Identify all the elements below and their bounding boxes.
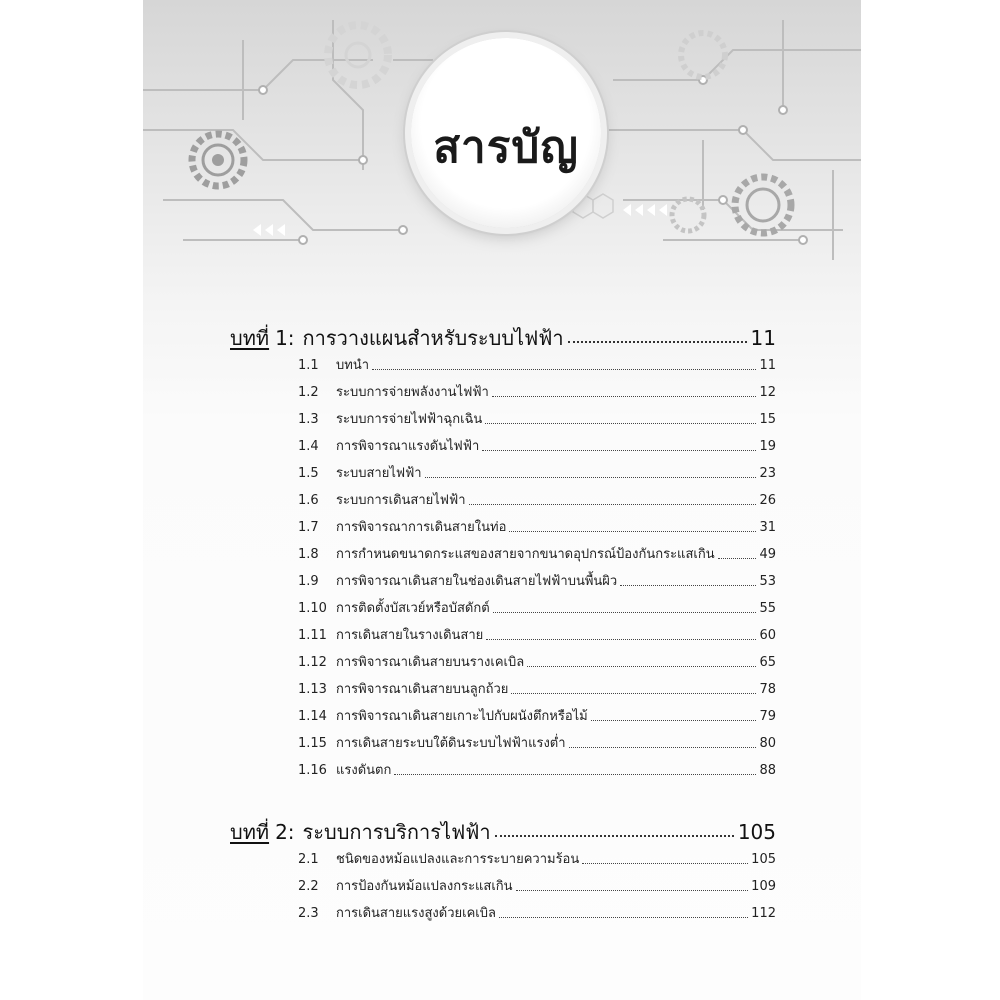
dot-leader <box>394 774 756 775</box>
entry-page-number: 23 <box>759 466 776 481</box>
entry-number: 1.16 <box>298 763 327 778</box>
toc-entry[interactable] <box>298 354 776 374</box>
gear-icon <box>735 177 791 233</box>
toc-entry[interactable] <box>298 624 776 644</box>
entry-title: การพิจารณาการเดินสายในท่อ <box>336 520 507 535</box>
chapter-title: ระบบการบริการไฟฟ้า <box>302 820 491 844</box>
entry-page-number: 12 <box>759 385 776 400</box>
entry-number: 1.15 <box>298 736 327 751</box>
entry-title: การพิจารณาแรงดันไฟฟ้า <box>336 439 480 454</box>
gear-icon <box>328 25 388 85</box>
entry-page-number: 26 <box>759 493 776 508</box>
toc-entry[interactable] <box>298 597 776 617</box>
entry-number: 2.3 <box>298 906 319 921</box>
dot-leader <box>718 558 757 559</box>
dot-leader <box>516 890 749 891</box>
dot-leader <box>492 396 757 397</box>
gear-icon <box>672 199 704 231</box>
chapter-page-number: 105 <box>737 820 776 844</box>
entry-page-number: 109 <box>751 879 776 894</box>
entry-number: 1.5 <box>298 466 319 481</box>
dot-leader <box>511 693 756 694</box>
dot-leader <box>482 450 756 451</box>
entry-page-number: 79 <box>759 709 776 724</box>
entry-page-number: 19 <box>759 439 776 454</box>
entry-page-number: 31 <box>759 520 776 535</box>
entry-title: ระบบการจ่ายไฟฟ้าฉุกเฉิน <box>336 412 483 427</box>
dot-leader <box>485 423 756 424</box>
dot-leader <box>582 863 748 864</box>
entry-number: 2.1 <box>298 852 319 867</box>
entry-number: 1.7 <box>298 520 319 535</box>
entry-title: การเดินสายในรางเดินสาย <box>336 628 484 643</box>
entry-title: การเดินสายแรงสูงด้วยเคเบิล <box>336 906 496 921</box>
toc-chapter-1[interactable] <box>230 322 776 348</box>
toc-entry[interactable] <box>298 435 776 455</box>
gear-icon <box>192 134 244 186</box>
gear-icon <box>681 33 725 77</box>
entry-number: 1.1 <box>298 358 319 373</box>
toc-entry[interactable] <box>298 489 776 509</box>
entry-page-number: 55 <box>759 601 776 616</box>
chapter-title: การวางแผนสำหรับระบบไฟฟ้า <box>302 326 564 350</box>
entry-page-number: 53 <box>759 574 776 589</box>
chapter-page-number: 11 <box>750 326 776 350</box>
dot-leader <box>486 639 756 640</box>
entry-title: การพิจารณาเดินสายในช่องเดินสายไฟฟ้าบนพื้นผิว <box>336 574 618 589</box>
toc-entry[interactable] <box>298 732 776 752</box>
entry-number: 1.8 <box>298 547 319 562</box>
document-page <box>143 0 861 1000</box>
entry-number: 1.2 <box>298 385 319 400</box>
toc-entry[interactable] <box>298 651 776 671</box>
entry-page-number: 60 <box>759 628 776 643</box>
entry-page-number: 65 <box>759 655 776 670</box>
entry-number: 1.4 <box>298 439 319 454</box>
entry-number: 1.14 <box>298 709 327 724</box>
entry-title: ระบบการจ่ายพลังงานไฟฟ้า <box>336 385 489 400</box>
entry-number: 1.13 <box>298 682 327 697</box>
entry-number: 2.2 <box>298 879 319 894</box>
dot-leader <box>493 612 757 613</box>
toc-entry[interactable] <box>298 462 776 482</box>
toc-entry[interactable] <box>298 902 776 922</box>
entry-number: 1.3 <box>298 412 319 427</box>
entry-title: การพิจารณาเดินสายเกาะไปกับผนังตึกหรือไม้ <box>336 709 588 724</box>
chapter-number: 1: <box>275 326 295 350</box>
toc-entry[interactable] <box>298 381 776 401</box>
chapter-label: บทที่ <box>230 326 270 350</box>
entry-page-number: 80 <box>759 736 776 751</box>
entry-page-number: 15 <box>759 412 776 427</box>
entry-number: 1.6 <box>298 493 319 508</box>
entry-number: 1.12 <box>298 655 327 670</box>
entry-title: ชนิดของหม้อแปลงและการระบายความร้อน <box>336 852 580 867</box>
entry-title: การป้องกันหม้อแปลงกระแสเกิน <box>336 879 513 894</box>
entry-title: การติดตั้งบัสเวย์หรือบัสดักต์ <box>336 601 490 616</box>
dot-leader <box>499 917 748 918</box>
toc-chapter-2[interactable] <box>230 816 776 842</box>
entry-page-number: 11 <box>759 358 776 373</box>
toc-entry[interactable] <box>298 678 776 698</box>
dot-leader <box>568 341 747 343</box>
toc-entry[interactable] <box>298 516 776 536</box>
dot-leader <box>569 747 757 748</box>
entry-title: บทนำ <box>336 358 370 373</box>
toc-entry[interactable] <box>298 570 776 590</box>
entry-page-number: 49 <box>759 547 776 562</box>
dot-leader <box>495 835 734 837</box>
dot-leader <box>527 666 756 667</box>
entry-title: การเดินสายระบบใต้ดินระบบไฟฟ้าแรงต่ำ <box>336 736 566 751</box>
entry-title: การพิจารณาเดินสายบนรางเคเบิล <box>336 655 525 670</box>
entry-page-number: 78 <box>759 682 776 697</box>
toc-entry[interactable] <box>298 543 776 563</box>
entry-title: การพิจารณาเดินสายบนลูกถ้วย <box>336 682 509 697</box>
entry-number: 1.10 <box>298 601 327 616</box>
entry-number: 1.11 <box>298 628 327 643</box>
toc-entry[interactable] <box>298 875 776 895</box>
entry-page-number: 112 <box>751 906 776 921</box>
dot-leader <box>425 477 757 478</box>
dot-leader <box>372 369 756 370</box>
entry-page-number: 88 <box>759 763 776 778</box>
chapter-label: บทที่ <box>230 820 270 844</box>
toc-entry[interactable] <box>298 759 776 779</box>
entry-title: การกำหนดขนาดกระแสของสายจากขนาดอุปกรณ์ป้องกันกระแสเกิน <box>336 547 715 562</box>
toc-entry[interactable] <box>298 848 776 868</box>
page-title: สารบัญ <box>433 122 579 173</box>
entry-title: ระบบการเดินสายไฟฟ้า <box>336 493 466 508</box>
dot-leader <box>509 531 756 532</box>
entry-number: 1.9 <box>298 574 319 589</box>
entry-title: แรงดันตก <box>336 763 392 778</box>
dot-leader <box>620 585 756 586</box>
entry-page-number: 105 <box>751 852 776 867</box>
entry-title: ระบบสายไฟฟ้า <box>336 466 422 481</box>
toc-entry[interactable] <box>298 408 776 428</box>
chapter-number: 2: <box>275 820 295 844</box>
dot-leader <box>469 504 757 505</box>
toc-entry[interactable] <box>298 705 776 725</box>
dot-leader <box>591 720 757 721</box>
